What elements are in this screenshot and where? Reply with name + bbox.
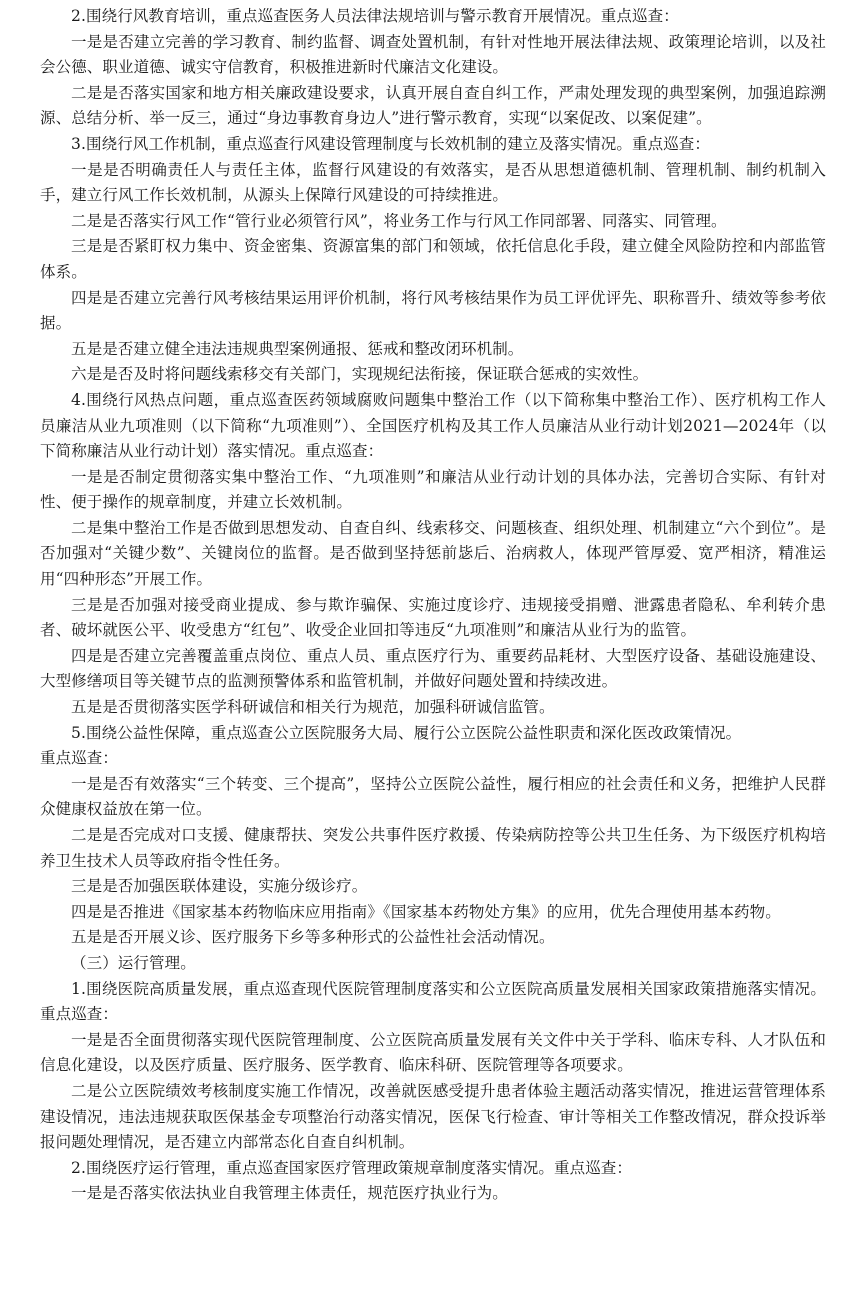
paragraph: 一是是否建立完善的学习教育、制约监督、调查处置机制，有针对性地开展法律法规、政策理论培训，以及社会公德、职业道德、诚实守信教育，积极推进新时代廉洁文化建设。 [40, 32, 826, 77]
paragraph: 三是是否紧盯权力集中、资金密集、资源富集的部门和领域，依托信息化手段，建立健全风险防控和内部监管体系。 [40, 237, 826, 281]
paragraph: 一是是否全面贯彻落实现代医院管理制度、公立医院高质量发展有关文件中关于学科、临床专科、人才队伍和信息化建设，以及医疗质量、医疗服务、医学教育、临床科研、医院管理等各项要求。 [40, 1030, 826, 1075]
paragraph: 一是是否落实依法执业自我管理主体责任，规范医疗执业行为。 [71, 1184, 508, 1203]
paragraph: 重点巡查： [40, 749, 119, 768]
paragraph: 二是公立医院绩效考核制度实施工作情况，改善就医感受提升患者体验主题活动落实情况，推进运营管理体系建设情况，违法违规获取医保基金专项整治行动落实情况，医保飞行检查、审计等相关工作整改情况，群众投诉举报问题处理情况，是否建立内部常态化自查自纠机制。 [40, 1081, 826, 1152]
paragraph: 1.围绕医院高质量发展，重点巡查现代医院管理制度落实和公立医院高质量发展相关国家政策措施落实情况。重点巡查： [40, 979, 826, 1024]
paragraph: 一是是否有效落实“三个转变、三个提高”，坚持公立医院公益性，履行相应的社会责任和义务，把维护人民群众健康权益放在第一位。 [40, 774, 826, 819]
paragraph: 4.围绕行风热点问题，重点巡查医药领域腐败问题集中整治工作（以下简称集中整治工作）、医疗机构工作人员廉洁从业九项准则（以下简称“九项准则”）、全国医疗机构及其工作人员廉洁从业行动计划2021—2024年（以下简称廉洁从业行动计划）落实情况。重点巡查： [40, 390, 826, 461]
paragraph: 三是是否加强对接受商业提成、参与欺诈骗保、实施过度诊疗、违规接受捐赠、泄露患者隐私、牟利转介患者、破坏就医公平、收受患方“红包”、收受企业回扣等违反“九项准则”和廉洁从业行为的监管。 [40, 595, 826, 640]
paragraph: 5.围绕公益性保障，重点巡查公立医院服务大局、履行公立医院公益性职责和深化医改政策情况。 [71, 723, 742, 742]
paragraph: 三是是否加强医联体建设，实施分级诊疗。 [71, 877, 368, 896]
paragraph: 一是是否制定贯彻落实集中整治工作、“九项准则”和廉洁从业行动计划的具体办法，完善切合实际、有针对性、便于操作的规章制度，并建立长效机制。 [40, 467, 826, 512]
paragraph: 四是是否推进《国家基本药物临床应用指南》《国家基本药物处方集》的应用，优先合理使用基本药物。 [71, 902, 781, 921]
paragraph: 3.围绕行风工作机制，重点巡查行风建设管理制度与长效机制的建立及落实情况。重点巡查： [71, 134, 710, 153]
paragraph: 四是是否建立完善覆盖重点岗位、重点人员、重点医疗行为、重要药品耗材、大型医疗设备、基础设施建设、大型修缮项目等关键节点的监测预警体系和监管机制，并做好问题处置和持续改进。 [40, 646, 826, 691]
paragraph: 2.围绕医疗运行管理，重点巡查国家医疗管理政策规章制度落实情况。重点巡查： [71, 1158, 632, 1177]
paragraph: 二是是否落实国家和地方相关廉政建设要求，认真开展自查自纠工作，严肃处理发现的典型案例，加强追踪溯源、总结分析、举一反三，通过“身边事教育身边人”进行警示教育，实现“以案促改、以案促建”。 [40, 83, 826, 128]
paragraph: 二是集中整治工作是否做到思想发动、自查自纠、线索移交、问题核查、组织处理、机制建立“六个到位”。是否加强对“关键少数”、关键岗位的监督。是否做到坚持惩前毖后、治病救人，体现严管厚爱、宽严相济，精准运用“四种形态”开展工作。 [40, 518, 826, 589]
paragraph: 2.围绕行风教育培训，重点巡查医务人员法律法规培训与警示教育开展情况。重点巡查： [71, 7, 679, 25]
paragraph: 五是是否开展义诊、医疗服务下乡等多种形式的公益性社会活动情况。 [71, 928, 555, 947]
paragraph: 五是是否建立健全违法违规典型案例通报、惩戒和整改闭环机制。 [71, 339, 524, 358]
paragraph: 二是是否完成对口支援、健康帮扶、突发公共事件医疗救援、传染病防控等公共卫生任务、为下级医疗机构培养卫生技术人员等政府指令性任务。 [40, 826, 826, 870]
paragraph: 六是是否及时将问题线索移交有关部门，实现规纪法衔接，保证联合惩戒的实效性。 [71, 365, 649, 384]
paragraph: 四是是否建立完善行风考核结果运用评价机制，将行风考核结果作为员工评优评先、职称晋升、绩效等参考依据。 [40, 288, 826, 333]
paragraph: 一是是否明确责任人与责任主体，监督行风建设的有效落实，是否从思想道德机制、管理机制、制约机制入手，建立行风工作长效机制，从源头上保障行风建设的可持续推进。 [40, 160, 826, 205]
paragraph: 二是是否落实行风工作“管行业必须管行风”，将业务工作与行风工作同部署、同落实、同管理。 [71, 211, 727, 230]
paragraph: 五是是否贯彻落实医学科研诚信和相关行为规范，加强科研诚信监管。 [71, 698, 555, 717]
paragraph: （三）运行管理。 [71, 953, 196, 972]
